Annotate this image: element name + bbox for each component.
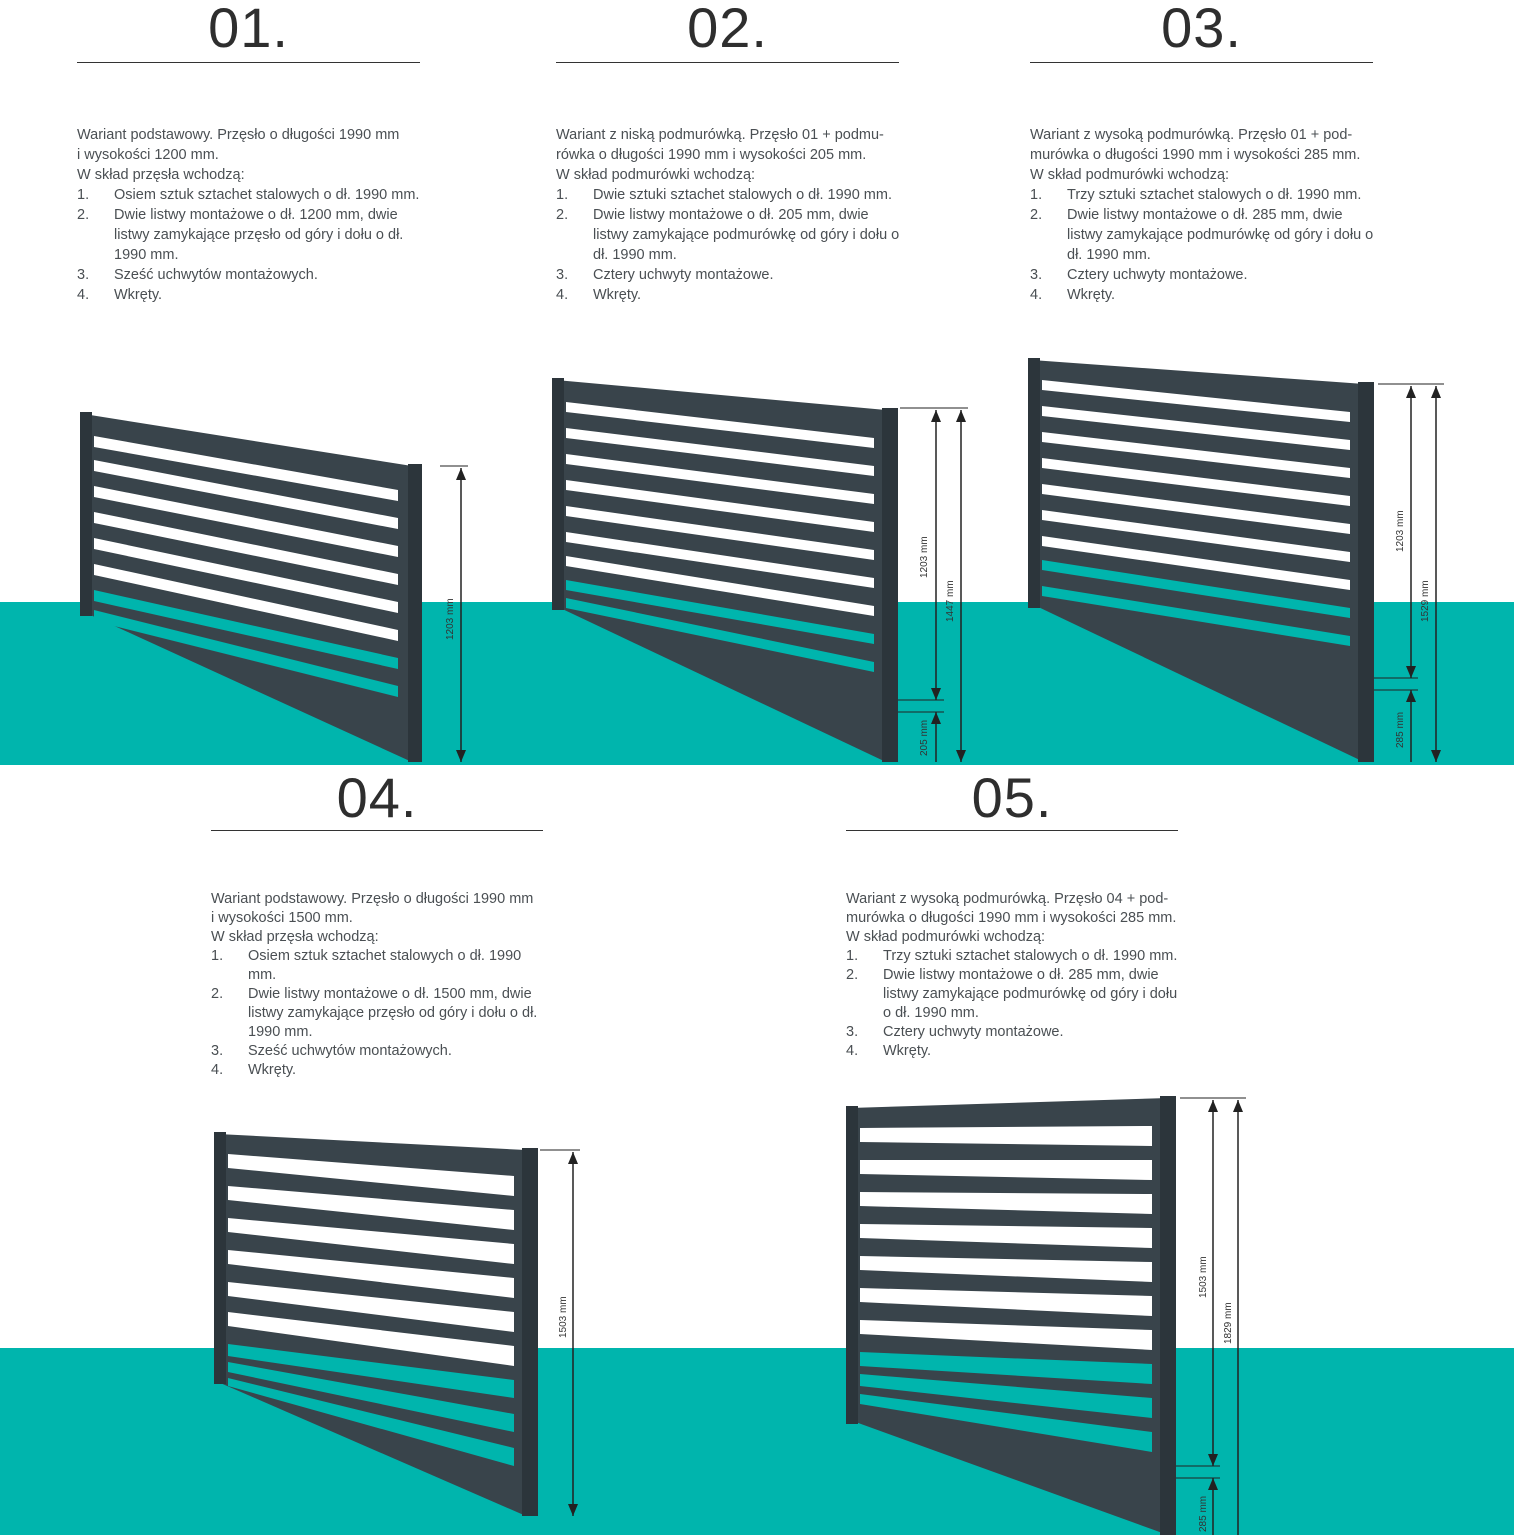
list-number: 4.	[77, 287, 90, 303]
intro-line: Wariant z wysoką podmurówką. Przęsło 04 + pod-	[846, 891, 1169, 907]
list-text: Trzy sztuki sztachet stalowych o dł. 1990 mm.	[1067, 187, 1362, 203]
intro-line: Wariant podstawowy. Przęsło o długości 1990 mm	[77, 127, 400, 143]
list-number: 3.	[211, 1043, 224, 1059]
variant-number: 01.	[208, 0, 289, 59]
list-number: 3.	[1030, 267, 1043, 283]
list-number: 1.	[77, 187, 90, 203]
intro-line: Wariant podstawowy. Przęsło o długości 1990 mm	[211, 891, 534, 907]
intro-line: Wariant z wysoką podmurówką. Przęsło 01 + pod-	[1030, 127, 1353, 143]
dimension-label: 285 mm	[1198, 1495, 1209, 1532]
list-text: Cztery uchwyty montażowe.	[883, 1024, 1064, 1040]
intro-line: W skład przęsła wchodzą:	[211, 929, 379, 945]
intro-line: i wysokości 1500 mm.	[211, 910, 353, 926]
list-text: Dwie sztuki sztachet stalowych o dł. 1990 mm.	[593, 187, 892, 203]
dimension-label: 1203 mm	[919, 536, 930, 578]
list-text: Wkręty.	[593, 287, 642, 303]
list-text: Wkręty.	[248, 1062, 297, 1078]
list-text: Dwie listwy montażowe o dł. 285 mm, dwie listwy zamykające podmurówkę od góry i dołu o dł. 1990 mm.	[1067, 207, 1374, 263]
list-number: 4.	[211, 1062, 224, 1078]
list-text: Osiem sztuk sztachet stalowych o dł. 1990 mm.	[114, 187, 420, 203]
list-number: 1.	[211, 948, 224, 964]
intro-line: murówka o długości 1990 mm i wysokości 285 mm.	[846, 910, 1177, 926]
dimension-label: 1447 mm	[945, 580, 956, 622]
list-number: 2.	[846, 967, 859, 983]
list-number: 1.	[556, 187, 569, 203]
list-text: Cztery uchwyty montażowe.	[1067, 267, 1248, 283]
list-number: 2.	[77, 207, 90, 223]
intro-line: murówka o długości 1990 mm i wysokości 285 mm.	[1030, 147, 1361, 163]
list-text: Wkręty.	[883, 1043, 932, 1059]
list-text: Trzy sztuki sztachet stalowych o dł. 1990 mm.	[883, 948, 1178, 964]
list-number: 4.	[846, 1043, 859, 1059]
list-text: Dwie listwy montażowe o dł. 1500 mm, dwie listwy zamykające przęsło od góry i dołu o dł. 1990 mm.	[248, 986, 538, 1040]
intro-line: Wariant z niską podmurówką. Przęsło 01 + podmu-	[556, 127, 884, 143]
list-number: 2.	[556, 207, 569, 223]
intro-line: W skład podmurówki wchodzą:	[846, 929, 1046, 945]
intro-line: rówka o długości 1990 mm i wysokości 205 mm.	[556, 147, 867, 163]
fence-panel-01	[80, 412, 468, 762]
list-number: 4.	[1030, 287, 1043, 303]
list-text: Sześć uchwytów montażowych.	[114, 267, 318, 283]
variant-number: 04.	[336, 766, 418, 829]
dimension-label: 1203 mm	[445, 598, 456, 640]
list-text: Cztery uchwyty montażowe.	[593, 267, 774, 283]
intro-line: i wysokości 1200 mm.	[77, 147, 219, 163]
list-text: Wkręty.	[114, 287, 163, 303]
list-number: 2.	[211, 986, 224, 1002]
dimension-label: 1503 mm	[558, 1296, 569, 1338]
dimension-label: 205 mm	[919, 719, 930, 756]
list-text: Wkręty.	[1067, 287, 1116, 303]
fence-panel-02	[552, 378, 968, 762]
fence-panel-04	[214, 1132, 580, 1516]
fence-panel-05	[846, 1096, 1246, 1535]
intro-line: W skład podmurówki wchodzą:	[556, 167, 756, 183]
list-number: 4.	[556, 287, 569, 303]
dimension-label: 285 mm	[1395, 711, 1406, 748]
list-number: 2.	[1030, 207, 1043, 223]
variant-number: 05.	[971, 766, 1053, 829]
variant-number: 02.	[687, 0, 768, 59]
variant-number: 03.	[1161, 0, 1242, 59]
dimension-label: 1503 mm	[1198, 1256, 1209, 1298]
intro-line: W skład przęsła wchodzą:	[77, 167, 245, 183]
list-number: 3.	[556, 267, 569, 283]
list-number: 3.	[77, 267, 90, 283]
list-text: Dwie listwy montażowe o dł. 205 mm, dwie listwy zamykające podmurówkę od góry i dołu o dł. 1990 mm.	[593, 207, 900, 263]
list-text: Dwie listwy montażowe o dł. 285 mm, dwie listwy zamykające podmurówkę od góry i dołu o dł. 1990 mm.	[883, 967, 1178, 1021]
dimension-label: 1203 mm	[1395, 510, 1406, 552]
list-text: Dwie listwy montażowe o dł. 1200 mm, dwie listwy zamykające przęsło od góry i dołu o dł. 1990 mm.	[114, 207, 404, 263]
list-number: 1.	[846, 948, 859, 964]
dimension-label: 1529 mm	[1420, 580, 1431, 622]
list-number: 3.	[846, 1024, 859, 1040]
dimension-label: 1829 mm	[1223, 1302, 1234, 1344]
list-text: Sześć uchwytów montażowych.	[248, 1043, 452, 1059]
intro-line: W skład podmurówki wchodzą:	[1030, 167, 1230, 183]
fence-panel-03	[1028, 358, 1444, 762]
list-number: 1.	[1030, 187, 1043, 203]
list-text: Osiem sztuk sztachet stalowych o dł. 1990 mm.	[248, 948, 522, 983]
